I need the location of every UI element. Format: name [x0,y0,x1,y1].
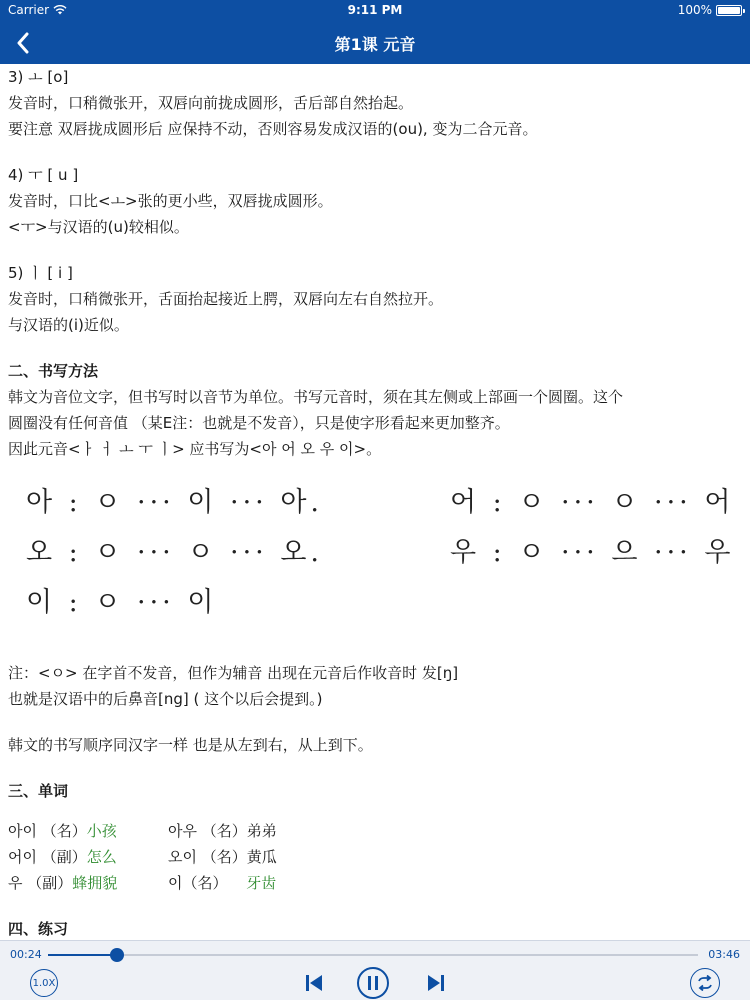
vocab-meaning: 牙齿 [246,874,277,892]
next-button[interactable] [424,968,448,998]
writing-method-line: 因此元音<ㅏ ㅓ ㅗ ㅜ ㅣ> 应书写为<아 어 오 우 이>。 [8,440,382,458]
vowel-u-section [8,162,742,240]
pause-button[interactable] [357,967,389,999]
lesson-content [8,64,742,940]
page-title: 第1课 元音 [334,35,416,54]
vocab-meaning: 弟弟 [246,822,277,840]
progress-thumb[interactable] [110,948,124,962]
progress-track[interactable] [48,954,698,956]
note-section [8,660,742,712]
vowel-o-line: 发音时，口稍微张开，双唇向前拢成圆形，舌后部自然抬起。 [8,94,414,112]
note-line: 也就是汉语中的后鼻音[ng] ( 这个以后会提到。) [8,690,323,708]
vowel-u-line: 发音时，口比<ㅗ>张的更小些，双唇拢成圆形。 [8,192,333,210]
note-line: 注：<ㅇ> 在字首不发音，但作为辅音 出现在元音后作收音时 发[ŋ] [8,664,459,682]
vowel-u-title: 4) ㅜ [ u ] [8,166,79,184]
carrier-label: Carrier [8,3,50,17]
writing-method-heading: 二、书写方法 [8,362,99,380]
vocab-meaning: 黄瓜 [246,848,277,866]
vowel-i-line: 与汉语的(i)近似。 [8,316,129,334]
battery-fill [718,7,740,14]
vocab-word: 우 （副） [8,874,73,892]
vowel-o-title: 3) ㅗ [o] [8,68,69,86]
handwriting-row: 어 : ㅇ ··· ㅇ ··· 어 [450,487,735,518]
current-time: 00:24 [10,948,42,961]
vowel-i-line: 发音时，口稍微张开，舌面抬起接近上腭，双唇向左右自然拉开。 [8,290,444,308]
order-note: 韩文的书写顺序同汉字一样 也是从左到右，从上到下。 [8,736,373,754]
battery-group [678,3,742,17]
writing-method-line: 圆圈没有任何音值 （某E注：也就是不发音），只是使字形看起来更加整齐。 [8,414,510,432]
vocab-word: 오이 （名） [168,848,247,866]
vowel-i-title: 5) ㅣ [ i ] [8,264,73,282]
repeat-button[interactable] [690,968,720,998]
vocab-item [168,844,328,870]
writing-method-section [8,358,742,462]
vocab-item [8,870,168,896]
pause-icon [367,976,379,990]
handwriting-row: 우 : ㅇ ··· 으 ··· 우 [450,537,735,568]
vocab-meaning: 小孩 [86,822,117,840]
vocab-word: 이（名） [168,874,233,892]
vowel-o-line: 要注意 双唇拢成圆形后 应保持不动，否则容易发成汉语的(ou), 变为二合元音。 [8,120,538,138]
handwriting-row: 아 : ㅇ ··· 이 ··· 아. [26,487,323,518]
battery-icon [716,5,742,16]
vocab-item [168,818,328,844]
vocab-meaning: 蜂拥貌 [72,874,118,892]
vocabulary-list [8,818,742,896]
nav-bar [0,22,750,64]
battery-percent: 100% [677,3,712,17]
progress-fill [48,954,117,956]
vocab-meaning: 怎么 [86,848,117,866]
vocabulary-heading: 三、单词 [8,782,69,800]
repeat-icon [696,975,714,991]
playback-speed-button[interactable]: 1.0X [30,969,58,997]
audio-player [0,940,750,1000]
previous-button[interactable] [302,968,326,998]
vocab-word: 아우 （名） [168,822,247,840]
skip-next-icon [427,973,445,993]
handwriting-row: 오 : ㅇ ··· ㅇ ··· 오. [26,537,323,568]
writing-method-line: 韩文为音位文字，但书写时以音节为单位。书写元音时，须在其左侧或上部画一个圆圈。这个 [8,388,624,406]
handwriting-row: 이 : ㅇ ··· 이 [26,587,218,618]
status-bar [0,0,750,22]
handwriting-figure [8,468,742,646]
vowel-u-line: <ㅜ>与汉语的(u)较相似。 [8,218,189,236]
vocab-item [168,870,328,896]
status-time: 9:11 PM [347,3,403,17]
duration-time: 03:46 [708,948,740,961]
skip-previous-icon [305,973,323,993]
vocab-item [8,844,168,870]
vocab-item [8,818,168,844]
vowel-i-section [8,260,742,338]
exercise-heading: 四、练习 [8,920,69,938]
vocab-word: 아이 （名） [8,822,87,840]
vowel-o-section [8,64,742,142]
vocab-word: 어이 （副） [8,848,87,866]
